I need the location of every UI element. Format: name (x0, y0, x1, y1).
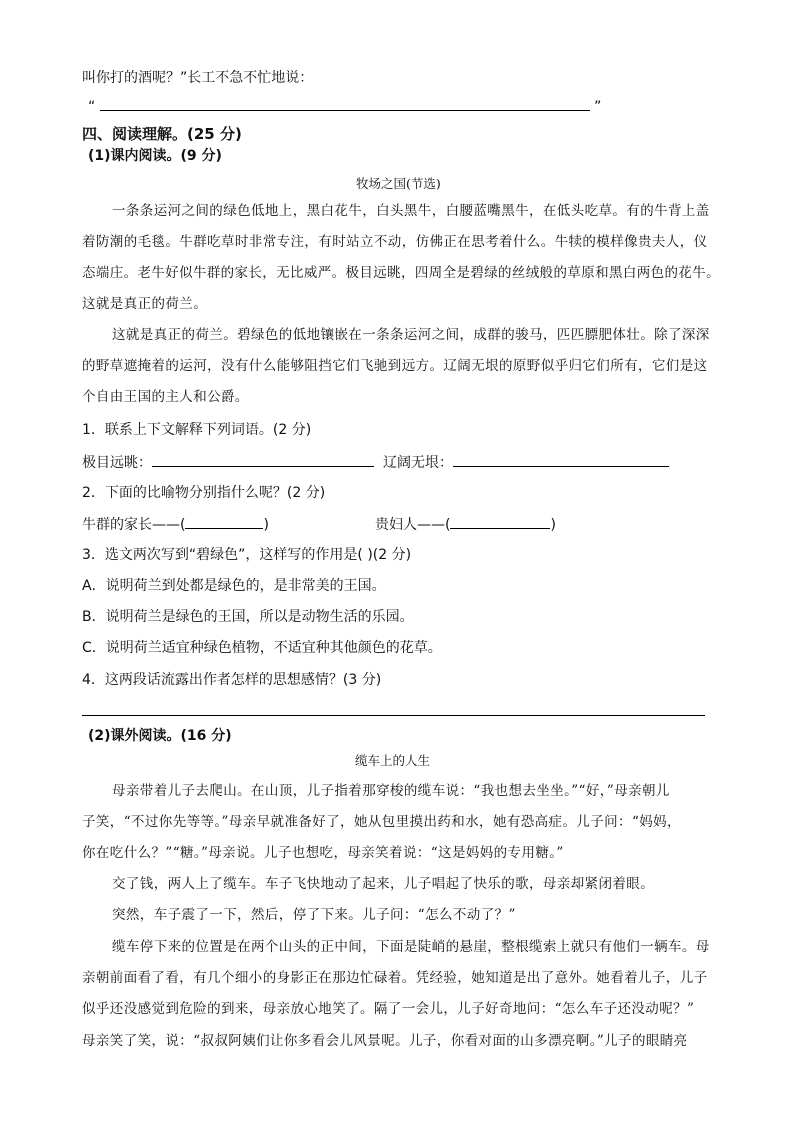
passage1-line: 一条条运河之间的绿色低地上，黑白花牛，白头黑牛，白腰蓝嘴黑牛，在低头吃草。有的牛背上盖 (112, 203, 710, 219)
part1-heading: (1)课内阅读。(9 分) (88, 148, 222, 164)
passage2-line: 亲朝前面看了看，有几个细小的身影正在那边忙碌着。凭经验，她知道是出了意外。她看着儿子，儿子 (82, 970, 708, 986)
q1-term1-blank[interactable] (152, 452, 374, 467)
close-quote: ” (594, 99, 602, 115)
q2-item1-label: 牛群的家长——( (82, 517, 186, 533)
q1-term2-blank[interactable] (453, 452, 669, 467)
passage2-line: 子笑，“不过你先等等。”母亲早就准备好了，她从包里摸出药和水，她有恐高症。儿子问：“妈妈， (82, 814, 681, 830)
answer-blank[interactable] (100, 96, 590, 111)
passage2-line: 似乎还没感觉到危险的到来，母亲放心地笑了。隔了一会儿，儿子好奇地问：“怎么车子还没动呢？” (82, 1001, 695, 1017)
q2-row-2 (375, 514, 556, 535)
passage1-line: 态端庄。老牛好似牛群的家长，无比威严。极目远眺，四周全是碧绿的丝绒般的草原和黑白两色的花牛。 (82, 265, 720, 281)
q2-item2-blank[interactable] (450, 514, 550, 529)
q3-option-b[interactable]: B．说明荷兰是绿色的王国，所以是动物生活的乐园。 (82, 609, 414, 625)
continuation-line: 叫你打的酒呢？”长工不急不忙地说： (82, 70, 314, 86)
passage2-line: 你在吃什么？”“糖。”母亲说。儿子也想吃，母亲笑着说：“这是妈妈的专用糖。” (82, 845, 564, 861)
passage1-line: 这就是真正的荷兰。碧绿色的低地镶嵌在一条条运河之间，成群的骏马，匹匹膘肥体壮。除了深深 (112, 327, 710, 343)
passage2-line: 突然，车子震了一下，然后，停了下来。儿子问：“怎么不动了？” (112, 907, 516, 923)
section-heading: 四、阅读理解。(25 分) (82, 125, 242, 143)
q1-row-2 (383, 452, 669, 473)
q2-item1-close: ) (263, 517, 269, 533)
q1-term1-label: 极目远眺： (82, 455, 152, 471)
q2-item1-blank[interactable] (185, 514, 263, 529)
q1-term2-label: 辽阔无垠： (383, 455, 453, 471)
passage1-line: 的野草遮掩着的运河，没有什么能够阻挡它们飞驰到远方。辽阔无垠的原野似乎归它们所有，它们是这 (82, 358, 708, 374)
open-quote: “ (88, 99, 96, 115)
answer-line-quote (88, 96, 601, 117)
q2-row (82, 514, 269, 535)
q3-option-c[interactable]: C．说明荷兰适宜种绿色植物，不适宜种其他颜色的花草。 (82, 640, 442, 656)
question-2: 2．下面的比喻物分别指什么呢？(2 分) (82, 485, 326, 501)
passage2-line: 母亲笑了笑，说：“叔叔阿姨们让你多看会儿风景呢。儿子，你看对面的山多漂亮啊。”儿子的眼睛亮 (82, 1033, 688, 1049)
passage2-line: 交了钱，两人上了缆车。车子飞快地动了起来，儿子唱起了快乐的歌，母亲却紧闭着眼。 (112, 876, 655, 892)
q4-answer-line[interactable] (82, 715, 705, 716)
passage2-title: 缆车上的人生 (355, 753, 431, 768)
question-4: 4．这两段话流露出作者怎样的思想感情？(3 分) (82, 672, 382, 688)
passage1-line: 这就是真正的荷兰。 (82, 296, 208, 312)
q3-option-a[interactable]: A．说明荷兰到处都是绿色的，是非常美的王国。 (82, 578, 386, 594)
passage2-line: 母亲带着儿子去爬山。在山顶，儿子指着那穿梭的缆车说：“我也想去坐坐。”“好，”母亲朝儿 (112, 783, 670, 799)
passage1-title: 牧场之国(节选) (356, 176, 441, 191)
passage1-line: 着防潮的毛毯。牛群吃草时非常专注，有时站立不动，仿佛正在思考着什么。牛犊的模样像贵夫人，仪 (82, 234, 708, 250)
question-1: 1．联系上下文解释下列词语。(2 分) (82, 422, 312, 438)
q2-item2-label: 贵妇人——( (375, 517, 451, 533)
q1-row (82, 452, 374, 473)
q2-item2-close: ) (550, 517, 556, 533)
passage2-line: 缆车停下来的位置是在两个山头的正中间，下面是陡峭的悬崖，整根缆索上就只有他们一辆车。母 (112, 939, 710, 955)
part2-heading: (2)课外阅读。(16 分) (88, 728, 232, 744)
passage1-line: 个自由王国的主人和公爵。 (82, 389, 249, 405)
question-3: 3．选文两次写到“碧绿色”，这样写的作用是( )(2 分) (82, 547, 412, 563)
